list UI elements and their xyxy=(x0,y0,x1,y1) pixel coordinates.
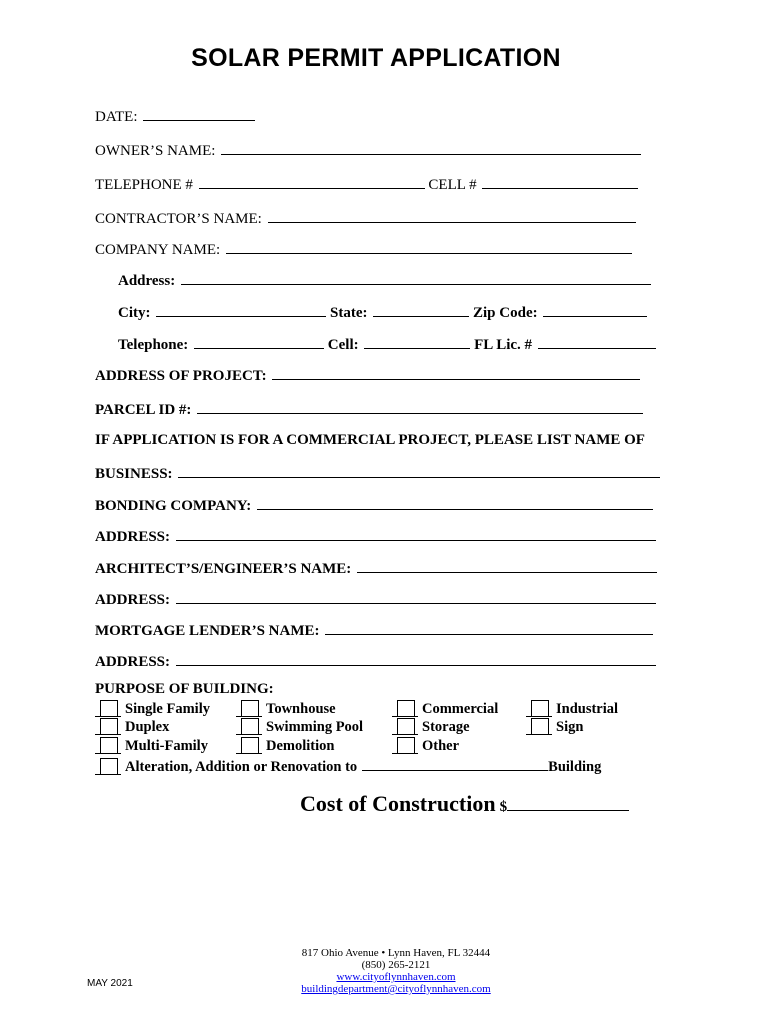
commercial-note: IF APPLICATION IS FOR A COMMERCIAL PROJECT, PLEASE LIST NAME OF xyxy=(95,432,645,448)
contractor-field[interactable] xyxy=(268,208,636,223)
purpose-heading: PURPOSE OF BUILDING: xyxy=(95,681,274,697)
other-checkbox[interactable] xyxy=(392,737,418,754)
cost-field[interactable] xyxy=(507,790,629,811)
mortgage-field[interactable] xyxy=(325,620,653,635)
bonding-address-label: ADDRESS: xyxy=(95,529,171,545)
owner-label: OWNER’S NAME: xyxy=(95,143,216,159)
footer-phone: (850) 265-2121 xyxy=(361,959,431,971)
footer-date: MAY 2021 xyxy=(87,978,133,989)
owner-row xyxy=(95,140,641,160)
architect-address-row xyxy=(95,589,656,609)
option-industrial[interactable] xyxy=(526,700,618,718)
single-family-label: Single Family xyxy=(125,701,210,717)
cost-currency: $ xyxy=(499,799,508,815)
owner-field[interactable] xyxy=(221,140,641,155)
contractor-cell-label: Cell: xyxy=(327,337,359,353)
company-field[interactable] xyxy=(226,239,632,254)
bonding-label: BONDING COMPANY: xyxy=(95,498,252,514)
mortgage-address-row xyxy=(95,651,656,671)
state-label: State: xyxy=(330,305,368,321)
multi-family-checkbox[interactable] xyxy=(95,737,121,754)
telephone-label: TELEPHONE # xyxy=(95,177,193,193)
fl-lic-field[interactable] xyxy=(538,334,656,349)
contractor-cell-field[interactable] xyxy=(364,334,470,349)
demolition-label: Demolition xyxy=(266,738,335,754)
option-other[interactable] xyxy=(392,737,459,755)
business-label: BUSINESS: xyxy=(95,466,173,482)
option-single-family[interactable] xyxy=(95,700,210,718)
footer-email-link[interactable]: buildingdepartment@cityoflynnhaven.com xyxy=(301,983,491,995)
option-storage[interactable] xyxy=(392,718,470,736)
date-row xyxy=(95,106,255,126)
telephone-row xyxy=(95,174,638,194)
single-family-checkbox[interactable] xyxy=(95,700,121,717)
zip-field[interactable] xyxy=(543,302,647,317)
contractor-label: CONTRACTOR’S NAME: xyxy=(95,211,262,227)
cost-label: Cost of Construction xyxy=(300,791,496,816)
commercial-checkbox[interactable] xyxy=(392,700,418,717)
fl-lic-label: FL Lic. # xyxy=(474,337,533,353)
parcel-row xyxy=(95,399,643,419)
mortgage-address-field[interactable] xyxy=(176,651,656,666)
bonding-field[interactable] xyxy=(257,495,653,510)
commercial-label: Commercial xyxy=(422,701,499,717)
architect-field[interactable] xyxy=(357,558,657,573)
multi-family-label: Multi-Family xyxy=(125,738,208,754)
contractor-contact-row xyxy=(118,334,656,354)
alteration-checkbox[interactable] xyxy=(95,758,121,775)
cell-field[interactable] xyxy=(482,174,638,189)
townhouse-checkbox[interactable] xyxy=(236,700,262,717)
duplex-label: Duplex xyxy=(125,719,170,735)
architect-address-label: ADDRESS: xyxy=(95,592,171,608)
building-label: Building xyxy=(548,759,602,775)
industrial-checkbox[interactable] xyxy=(526,700,552,717)
industrial-label: Industrial xyxy=(556,701,619,717)
company-row xyxy=(95,239,632,259)
telephone-field[interactable] xyxy=(199,174,425,189)
sign-checkbox[interactable] xyxy=(526,718,552,735)
form-title: SOLAR PERMIT APPLICATION xyxy=(191,44,561,72)
project-address-label: ADDRESS OF PROJECT: xyxy=(95,368,267,384)
townhouse-label: Townhouse xyxy=(266,701,336,717)
mortgage-row xyxy=(95,620,653,640)
storage-label: Storage xyxy=(422,719,470,735)
swimming-pool-label: Swimming Pool xyxy=(266,719,364,735)
contractor-telephone-label: Telephone: xyxy=(118,337,189,353)
option-demolition[interactable] xyxy=(236,737,334,755)
bonding-row xyxy=(95,495,653,515)
cost-row xyxy=(300,790,629,817)
address-label: Address: xyxy=(118,273,176,289)
company-label: COMPANY NAME: xyxy=(95,242,221,258)
option-alteration[interactable] xyxy=(95,756,601,776)
storage-checkbox[interactable] xyxy=(392,718,418,735)
option-swimming-pool[interactable] xyxy=(236,718,363,736)
city-row xyxy=(118,302,647,322)
footer-contact xyxy=(250,947,542,995)
address-field[interactable] xyxy=(181,270,651,285)
alteration-label: Alteration, Addition or Renovation to xyxy=(125,759,358,775)
option-townhouse[interactable] xyxy=(236,700,336,718)
business-field[interactable] xyxy=(178,463,660,478)
zip-label: Zip Code: xyxy=(473,305,538,321)
duplex-checkbox[interactable] xyxy=(95,718,121,735)
date-field[interactable] xyxy=(143,106,255,121)
state-field[interactable] xyxy=(373,302,469,317)
option-multi-family[interactable] xyxy=(95,737,208,755)
parcel-label: PARCEL ID #: xyxy=(95,402,192,418)
mortgage-address-label: ADDRESS: xyxy=(95,654,171,670)
sign-label: Sign xyxy=(556,719,584,735)
architect-row xyxy=(95,558,657,578)
alteration-field[interactable] xyxy=(362,756,548,771)
contractor-telephone-field[interactable] xyxy=(194,334,324,349)
demolition-checkbox[interactable] xyxy=(236,737,262,754)
date-label: DATE: xyxy=(95,109,138,125)
project-address-field[interactable] xyxy=(272,365,640,380)
parcel-field[interactable] xyxy=(197,399,643,414)
project-address-row xyxy=(95,365,640,385)
footer-address: 817 Ohio Avenue • Lynn Haven, FL 32444 xyxy=(301,947,491,959)
option-commercial[interactable] xyxy=(392,700,498,718)
contractor-row xyxy=(95,208,636,228)
option-duplex[interactable] xyxy=(95,718,169,736)
city-field[interactable] xyxy=(156,302,326,317)
architect-address-field[interactable] xyxy=(176,589,656,604)
address-row xyxy=(118,270,651,290)
bonding-address-field[interactable] xyxy=(176,526,656,541)
mortgage-label: MORTGAGE LENDER’S NAME: xyxy=(95,623,320,639)
option-sign[interactable] xyxy=(526,718,583,736)
business-row xyxy=(95,463,660,483)
architect-label: ARCHITECT’S/ENGINEER’S NAME: xyxy=(95,561,352,577)
swimming-pool-checkbox[interactable] xyxy=(236,718,262,735)
other-label: Other xyxy=(422,738,460,754)
bonding-address-row xyxy=(95,526,656,546)
city-label: City: xyxy=(118,305,151,321)
footer-website-link[interactable]: www.cityoflynnhaven.com xyxy=(336,971,456,983)
cell-label: CELL # xyxy=(428,177,477,193)
